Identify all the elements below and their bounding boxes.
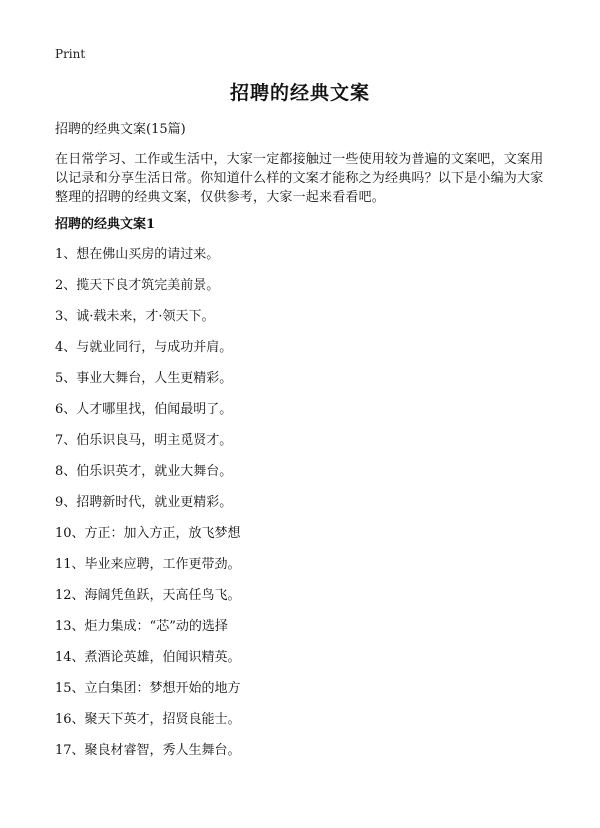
list-item: 10、方正：加入方正，放飞梦想 — [55, 526, 241, 541]
list-item: 9、招聘新时代，就业更精彩。 — [55, 495, 233, 510]
slogan-list — [55, 246, 551, 773]
document-title: 招聘的经典文案 — [229, 82, 370, 104]
list-item: 1、想在佛山买房的请过来。 — [55, 247, 220, 262]
list-item: 2、揽天下良才筑完美前景。 — [55, 278, 220, 293]
list-item: 12、海阔凭鱼跃，天高任鸟飞。 — [55, 588, 241, 603]
section-heading: 招聘的经典文案1 — [55, 217, 156, 232]
list-item: 15、立白集团：梦想开始的地方 — [55, 681, 241, 696]
list-item: 14、煮酒论英雄，伯闻识精英。 — [55, 650, 241, 665]
list-item: 16、聚天下英才，招贤良能士。 — [55, 712, 241, 727]
intro-paragraph: 在日常学习、工作或生活中，大家一定都接触过一些使用较为普遍的文案吧，文案用以记录和分享生活日常。你知道什么样的文案才能称之为经典吗？以下是小编为大家整理的招聘的经典文案，仅供参考，大家一起来看看吧。 — [55, 152, 544, 205]
print-link[interactable]: Print — [55, 47, 86, 61]
list-item: 5、事业大舞台，人生更精彩。 — [55, 371, 233, 386]
list-item: 3、诚·载未来，才·领天下。 — [55, 309, 215, 324]
list-item: 11、毕业来应聘，工作更带劲。 — [55, 557, 241, 572]
list-item: 6、人才哪里找，伯闻最明了。 — [55, 402, 233, 417]
list-item: 7、伯乐识良马，明主觅贤才。 — [55, 433, 233, 448]
list-item: 13、炬力集成：“芯”动的选择 — [55, 619, 228, 634]
list-item: 17、聚良材睿智，秀人生舞台。 — [55, 743, 241, 758]
document-subtitle: 招聘的经典文案(15篇) — [55, 122, 186, 137]
list-item: 8、伯乐识英才，就业大舞台。 — [55, 464, 233, 479]
list-item: 4、与就业同行，与成功并肩。 — [55, 340, 233, 355]
